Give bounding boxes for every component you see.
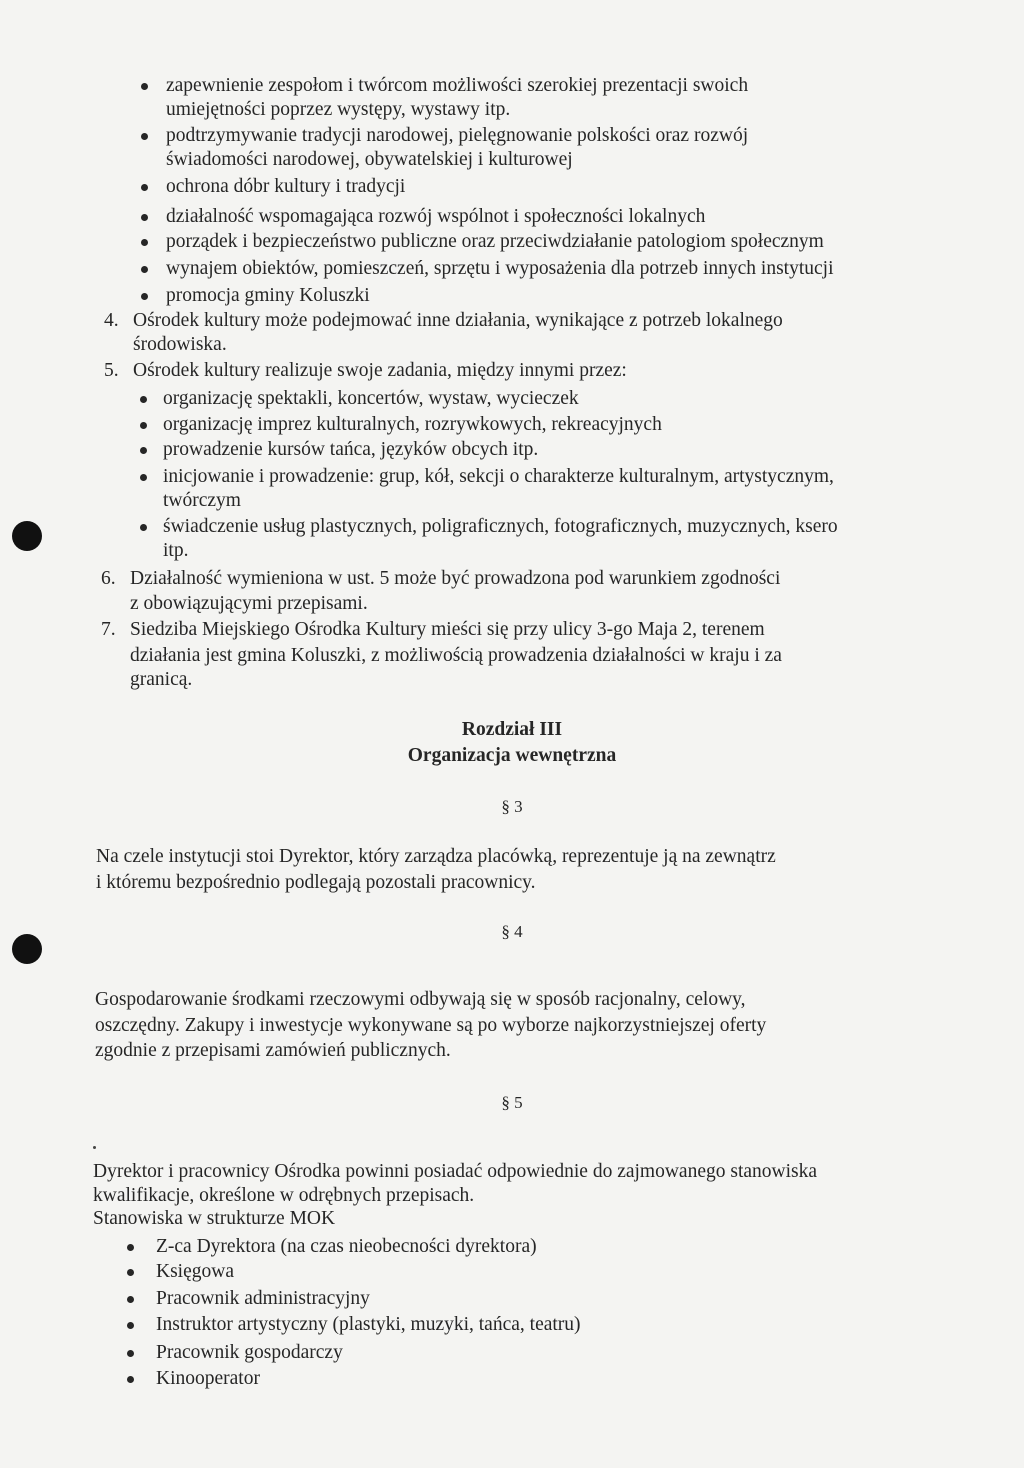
bullet-icon xyxy=(141,266,148,273)
list-item: Instruktor artystyczny (plastyki, muzyki, tańca, teatru) xyxy=(156,1314,581,1335)
bullet-icon xyxy=(140,524,147,531)
chapter-title: Organizacja wewnętrzna xyxy=(407,745,617,766)
item-number: 4. xyxy=(104,310,119,331)
list-item-cont: twórczym xyxy=(163,490,241,511)
list-item: ochrona dóbr kultury i tradycji xyxy=(166,176,406,197)
paragraph-text: i któremu bezpośrednio podlegają pozostali pracownicy. xyxy=(96,872,536,893)
list-item: wynajem obiektów, pomieszczeń, sprzętu i wyposażenia dla potrzeb innych instytucji xyxy=(166,258,834,279)
chapter-number: Rozdział III xyxy=(461,719,563,740)
paragraph-text: Dyrektor i pracownicy Ośrodka powinni posiadać odpowiednie do zajmowanego stanowiska xyxy=(93,1161,818,1182)
bullet-icon xyxy=(141,214,148,221)
item-text: granicą. xyxy=(130,669,193,690)
paragraph-text: oszczędny. Zakupy i inwestycje wykonywane są po wyborze najkorzystniejszej oferty xyxy=(95,1015,767,1036)
list-item: zapewnienie zespołom i twórcom możliwości szerokiej prezentacji swoich xyxy=(166,75,749,96)
item-number: 5. xyxy=(104,360,119,381)
list-item: porządek i bezpieczeństwo publiczne oraz przeciwdziałanie patologiom społecznym xyxy=(166,231,824,252)
bullet-icon xyxy=(127,1269,134,1276)
paragraph-text: zgodnie z przepisami zamówień publicznych. xyxy=(95,1040,451,1061)
paragraph-text: Stanowiska w strukturze MOK xyxy=(93,1208,336,1229)
list-item: inicjowanie i prowadzenie: grup, kół, sekcji o charakterze kulturalnym, artystycznym, xyxy=(163,466,834,487)
bullet-icon xyxy=(141,184,148,191)
bullet-icon xyxy=(140,422,147,429)
item-text: działania jest gmina Koluszki, z możliwością prowadzenia działalności w kraju i za xyxy=(130,645,782,666)
item-number: 7. xyxy=(101,619,116,640)
bullet-icon xyxy=(140,396,147,403)
paragraph-text: Na czele instytucji stoi Dyrektor, który zarządza placówką, reprezentuje ją na zewnątrz xyxy=(96,846,776,867)
item-text: Ośrodek kultury może podejmować inne działania, wynikające z potrzeb lokalnego xyxy=(133,310,783,331)
bullet-icon xyxy=(141,293,148,300)
item-text: środowiska. xyxy=(133,334,227,355)
list-item: podtrzymywanie tradycji narodowej, pielęgnowanie polskości oraz rozwój xyxy=(166,125,749,146)
paragraph-label: § 3 xyxy=(501,797,523,816)
item-number: 6. xyxy=(101,568,116,589)
item-text: Siedziba Miejskiego Ośrodka Kultury mieści się przy ulicy 3-go Maja 2, terenem xyxy=(130,619,765,640)
bullet-icon xyxy=(127,1376,134,1383)
list-item: działalność wspomagająca rozwój wspólnot i społeczności lokalnych xyxy=(166,206,706,227)
list-item-cont: itp. xyxy=(163,540,189,561)
list-item: Z-ca Dyrektora (na czas nieobecności dyrektora) xyxy=(156,1236,537,1257)
bullet-icon xyxy=(140,474,147,481)
list-item: Kinooperator xyxy=(156,1368,260,1389)
bullet-icon xyxy=(127,1296,134,1303)
bullet-icon xyxy=(141,239,148,246)
list-item: Księgowa xyxy=(156,1261,234,1282)
item-text: z obowiązującymi przepisami. xyxy=(130,593,368,614)
punch-hole-icon xyxy=(12,521,42,551)
bullet-icon xyxy=(127,1322,134,1329)
list-item: Pracownik gospodarczy xyxy=(156,1342,343,1363)
paragraph-text: kwalifikacje, określone w odrębnych przepisach. xyxy=(93,1185,475,1206)
list-item: organizację imprez kulturalnych, rozrywkowych, rekreacyjnych xyxy=(163,414,662,435)
item-text: Działalność wymieniona w ust. 5 może być prowadzona pod warunkiem zgodności xyxy=(130,568,781,589)
list-item-cont: świadomości narodowej, obywatelskiej i kulturowej xyxy=(166,149,573,170)
list-item: organizację spektakli, koncertów, wystaw, wycieczek xyxy=(163,388,579,409)
paragraph-label: § 4 xyxy=(501,922,523,941)
speck-icon xyxy=(93,1146,96,1149)
paragraph-text: Gospodarowanie środkami rzeczowymi odbywają się w sposób racjonalny, celowy, xyxy=(95,989,746,1010)
bullet-icon xyxy=(127,1244,134,1251)
list-item: prowadzenie kursów tańca, języków obcych itp. xyxy=(163,439,539,460)
list-item-cont: umiejętności poprzez występy, wystawy itp. xyxy=(166,99,511,120)
bullet-icon xyxy=(141,133,148,140)
paragraph-label: § 5 xyxy=(501,1093,523,1112)
bullet-icon xyxy=(141,83,148,90)
item-text: Ośrodek kultury realizuje swoje zadania, między innymi przez: xyxy=(133,360,627,381)
bullet-icon xyxy=(140,447,147,454)
list-item: świadczenie usług plastycznych, poligraficznych, fotograficznych, muzycznych, ksero xyxy=(163,516,838,537)
list-item: promocja gminy Koluszki xyxy=(166,285,370,306)
bullet-icon xyxy=(127,1350,134,1357)
list-item: Pracownik administracyjny xyxy=(156,1288,370,1309)
